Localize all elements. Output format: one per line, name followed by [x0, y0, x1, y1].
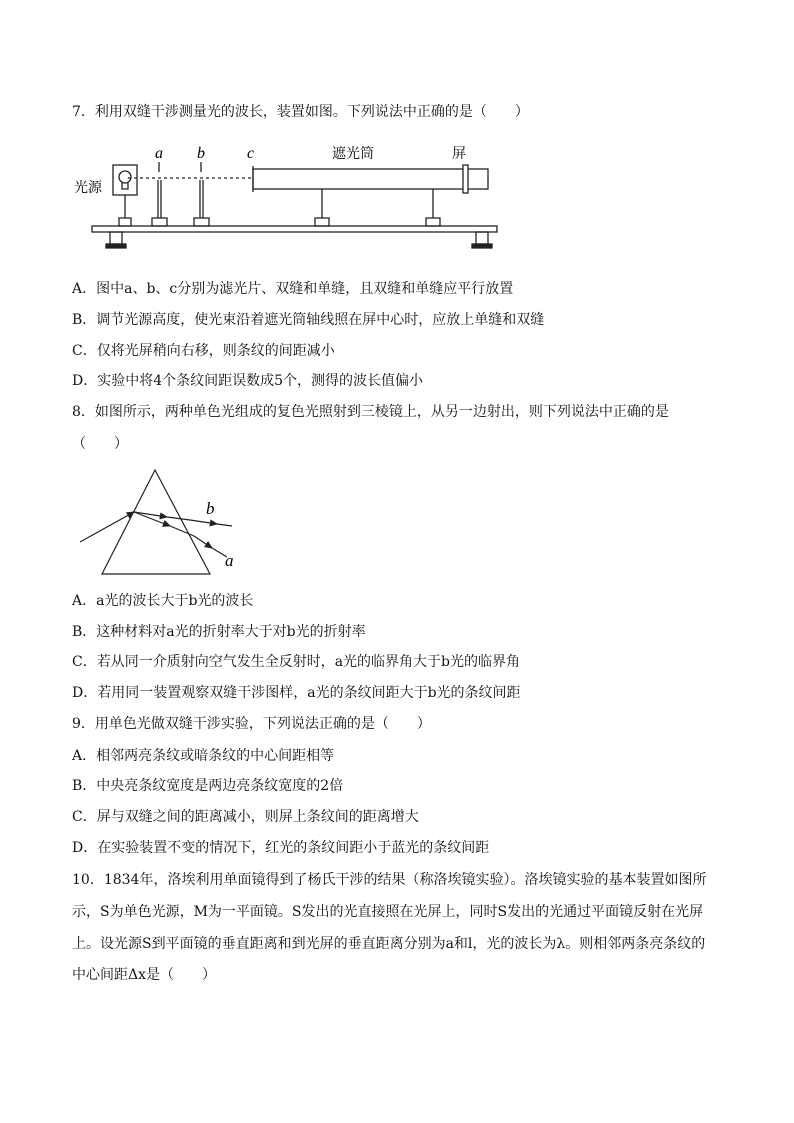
q9-option-b: B．中央亮条纹宽度是两边亮条纹宽度的2倍 [72, 778, 344, 794]
q10-line-2: 示，S为单色光源，M为一平面镜。S发出的光直接照在光屏上，同时S发出的光通过平面镜反射在光屏 [72, 904, 704, 920]
q7-apparatus-figure [72, 140, 512, 258]
q8-option-d: D．若用同一装置观察双缝干涉图样，a光的条纹间距大于b光的条纹间距 [72, 685, 521, 701]
q10-line-1: 10．1834年，洛埃利用单面镜得到了杨氏干涉的结果（称洛埃镜实验）。洛埃镜实验的基本装置如图所 [72, 872, 707, 888]
prism [102, 470, 210, 574]
q7-stem: 7．利用双缝干涉测量光的波长，装置如图。下列说法中正确的是（ ） [72, 104, 529, 120]
q9-option-d: D．在实验装置不变的情况下，红光的条纹间距小于蓝光的条纹间距 [72, 840, 490, 856]
label-b: b [197, 145, 205, 162]
ray-label-b: b [206, 499, 215, 518]
q8-option-c: C．若从同一介质射向空气发生全反射时，a光的临界角大于b光的临界角 [72, 654, 521, 670]
screen [463, 165, 468, 193]
label-light-source: 光源 [74, 180, 102, 196]
q7-option-d: D．实验中将4个条纹间距误数成5个，测得的波长值偏小 [72, 373, 424, 389]
q8-option-a: A．a光的波长大于b光的波长 [72, 593, 254, 609]
q7-option-a: A．图中a、b、c分别为滤光片、双缝和单缝，且双缝和单缝应平行放置 [72, 281, 514, 297]
light-shield-tube [253, 169, 488, 189]
q10-line-4: 中心间距Δx是（ ） [72, 967, 217, 983]
q10-line-3: 上。设光源S到平面镜的垂直距离和到光屏的垂直距离分别为a和l，光的波长为λ。则相邻两条亮条纹的 [72, 936, 706, 952]
q8-stem: 8．如图所示，两种单色光组成的复色光照射到三棱镜上，从另一边射出，则下列说法中正确的是 [72, 404, 669, 420]
q7-option-c: C．仅将光屏稍向右移，则条纹的间距减小 [72, 343, 335, 359]
q8-stem-bracket: （ ） [72, 436, 128, 452]
q9-stem: 9．用单色光做双缝干涉实验，下列说法正确的是（ ） [72, 716, 431, 732]
label-a: a [155, 145, 163, 162]
q8-prism-figure [72, 462, 252, 582]
label-c: c [247, 145, 255, 162]
q8-option-b: B．这种材料对a光的折射率大于对b光的折射率 [72, 624, 366, 640]
q7-option-b: B．调节光源高度，使光束沿着遮光筒轴线照在屏中心时，应放上单缝和双缝 [72, 312, 545, 328]
q9-option-c: C．屏与双缝之间的距离减小，则屏上条纹间的距离增大 [72, 809, 419, 825]
label-screen: 屏 [452, 146, 466, 162]
light-source-box [113, 165, 137, 195]
q9-option-a: A．相邻两亮条纹或暗条纹的中心间距相等 [72, 748, 335, 764]
optical-bench [92, 226, 497, 232]
ray-label-a: a [225, 551, 234, 570]
label-tube: 遮光筒 [332, 146, 374, 162]
